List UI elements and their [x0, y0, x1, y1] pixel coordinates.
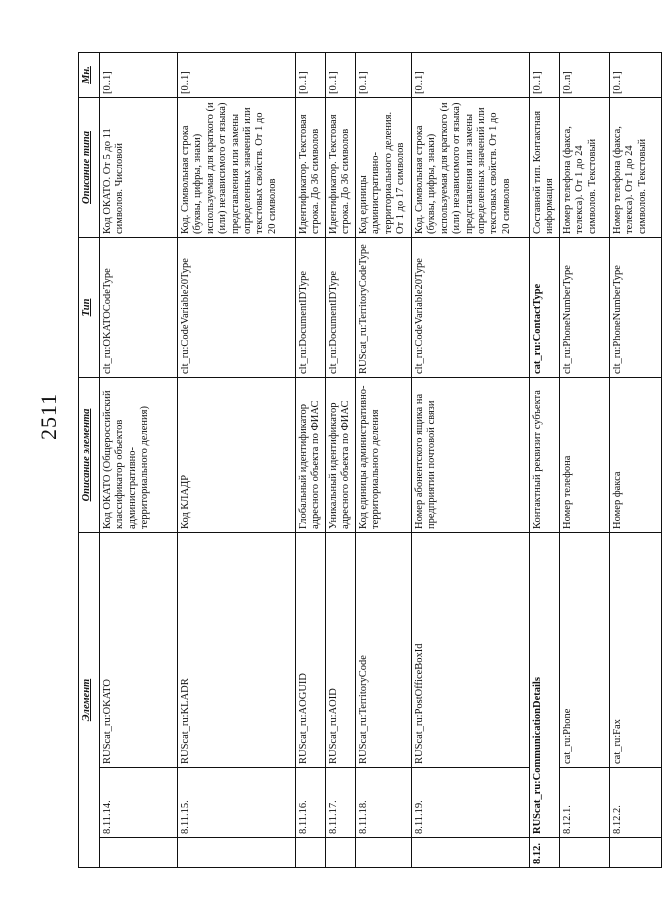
cell-element-desc: Код КЛАДР	[178, 378, 296, 533]
cell-number: 8.11.16.	[296, 768, 326, 838]
cell-element-desc: Номер абонентского ящика на предприятии почтовой связи	[412, 378, 530, 533]
specification-table	[78, 52, 662, 868]
table-row	[100, 53, 178, 868]
cell-number: 8.11.15.	[178, 768, 296, 838]
cell-element-desc: Уникальный идентификатор адресного объекта по ФИАС	[326, 378, 356, 533]
table-row	[178, 53, 296, 868]
cell-element: RUScat_ru:PostOfficeBoxId	[412, 533, 530, 768]
cell-element: RUScat_ru:KLADR	[178, 533, 296, 768]
cell-indent	[100, 838, 178, 868]
cell-type-desc: Код ОКАТО. От 5 до 11 символов. Числовой	[100, 98, 178, 238]
cell-element-desc: Номер телефона	[560, 378, 610, 533]
cell-indent	[356, 838, 412, 868]
cell-indent	[178, 838, 296, 868]
cell-number: 8.11.19.	[412, 768, 530, 838]
cell-type: RUScat_ru:TerritoryCodeType	[356, 238, 412, 378]
cell-element: cat_ru:Fax	[610, 533, 662, 768]
cell-multiplicity: [0..1]	[530, 53, 560, 98]
cell-element: RUScat_ru:AOID	[326, 533, 356, 768]
cell-type-desc: Идентификатор. Текстовая строка. До 36 символов	[296, 98, 326, 238]
header-multiplicity: Мн.	[79, 53, 100, 98]
table-row	[296, 53, 326, 868]
cell-element-desc: Глобальный идентификатор адресного объекта по ФИАС	[296, 378, 326, 533]
header-type-desc: Описание типа	[79, 98, 100, 238]
cell-number: 8.12.1.	[560, 768, 610, 838]
cell-element-desc: Код ОКАТО (Общероссийский классификатор объектов административно-территориального деления)	[100, 378, 178, 533]
cell-type-desc: Номер телефона (факса, телекса). От 1 до 24 символов. Текстовый	[610, 98, 662, 238]
cell-multiplicity: [0..1]	[296, 53, 326, 98]
cell-type-desc: Идентификатор. Текстовая строка. До 36 символов	[326, 98, 356, 238]
cell-number: 8.11.17.	[326, 768, 356, 838]
table-row	[412, 53, 530, 868]
cell-type: clt_ru:PhoneNumberType	[610, 238, 662, 378]
cell-multiplicity: [0..n]	[560, 53, 610, 98]
header-element-desc: Описание элемента	[79, 378, 100, 533]
cell-type-desc: Код единицы административно-территориального деления. От 1 до 17 символов	[356, 98, 412, 238]
table-row	[356, 53, 412, 868]
cell-type: clt_ru:CodeVariable20Type	[178, 238, 296, 378]
cell-element-desc: Контактный реквизит субъекта	[530, 378, 560, 533]
cell-multiplicity: [0..1]	[356, 53, 412, 98]
rotated-table-wrapper	[78, 53, 648, 868]
table-row	[326, 53, 356, 868]
cell-indent	[326, 838, 356, 868]
cell-element-desc: Номер факса	[610, 378, 662, 533]
header-type: Тип	[79, 238, 100, 378]
cell-indent	[296, 838, 326, 868]
cell-multiplicity: [0..1]	[178, 53, 296, 98]
cell-type-desc: Номер телефона (факса, телекса). От 1 до 24 символов. Текстовый	[560, 98, 610, 238]
cell-element: RUScat_ru:AOGUID	[296, 533, 326, 768]
cell-type: clt_ru:CodeVariable20Type	[412, 238, 530, 378]
table-row	[530, 53, 560, 868]
cell-type: clt_ru:PhoneNumberType	[560, 238, 610, 378]
cell-element: RUScat_ru:TerritoryCode	[356, 533, 412, 768]
cell-multiplicity: [0..1]	[100, 53, 178, 98]
cell-number: 8.12.	[530, 838, 560, 868]
cell-type: clt_ru:DocumentIDType	[326, 238, 356, 378]
cell-type-desc: Составной тип. Контактная информация	[530, 98, 560, 238]
table-row	[560, 53, 610, 868]
cell-type: clt_ru:OKATOCodeType	[100, 238, 178, 378]
table-header-row	[79, 53, 100, 868]
cell-number: 8.11.18.	[356, 768, 412, 838]
cell-multiplicity: [0..1]	[412, 53, 530, 98]
cell-indent	[412, 838, 530, 868]
cell-indent	[610, 838, 662, 868]
cell-indent	[560, 838, 610, 868]
cell-number: 8.11.14.	[100, 768, 178, 838]
cell-element: RUScat_ru:OKATO	[100, 533, 178, 768]
cell-type-desc: Код. Символьная строка (буквы, цифры, знаки) используемая для краткого (и (или) независимого от языка) представления или замены определенных значений или текстовых свойств. От 1 до 20 символов	[412, 98, 530, 238]
cell-type-desc: Код. Символьная строка (буквы, цифры, знаки) используемая для краткого (и (или) независимого от языка) представления или замены определенных значений или текстовых свойств. От 1 до 20 символов	[178, 98, 296, 238]
cell-type: cat_ru:ContactType	[530, 238, 560, 378]
cell-element: cat_ru:Phone	[560, 533, 610, 768]
cell-element-desc: Код единицы административно-территориального деления	[356, 378, 412, 533]
cell-multiplicity: [0..1]	[610, 53, 662, 98]
cell-element: RUScat_ru:CommunicationDetails	[530, 533, 560, 838]
cell-type: clt_ru:DocumentIDType	[296, 238, 326, 378]
table-row	[610, 53, 662, 868]
header-element: Элемент	[79, 533, 100, 868]
cell-multiplicity: [0..1]	[326, 53, 356, 98]
cell-number: 8.12.2.	[610, 768, 662, 838]
table-body	[100, 53, 662, 868]
page-number: 2511	[36, 392, 61, 440]
